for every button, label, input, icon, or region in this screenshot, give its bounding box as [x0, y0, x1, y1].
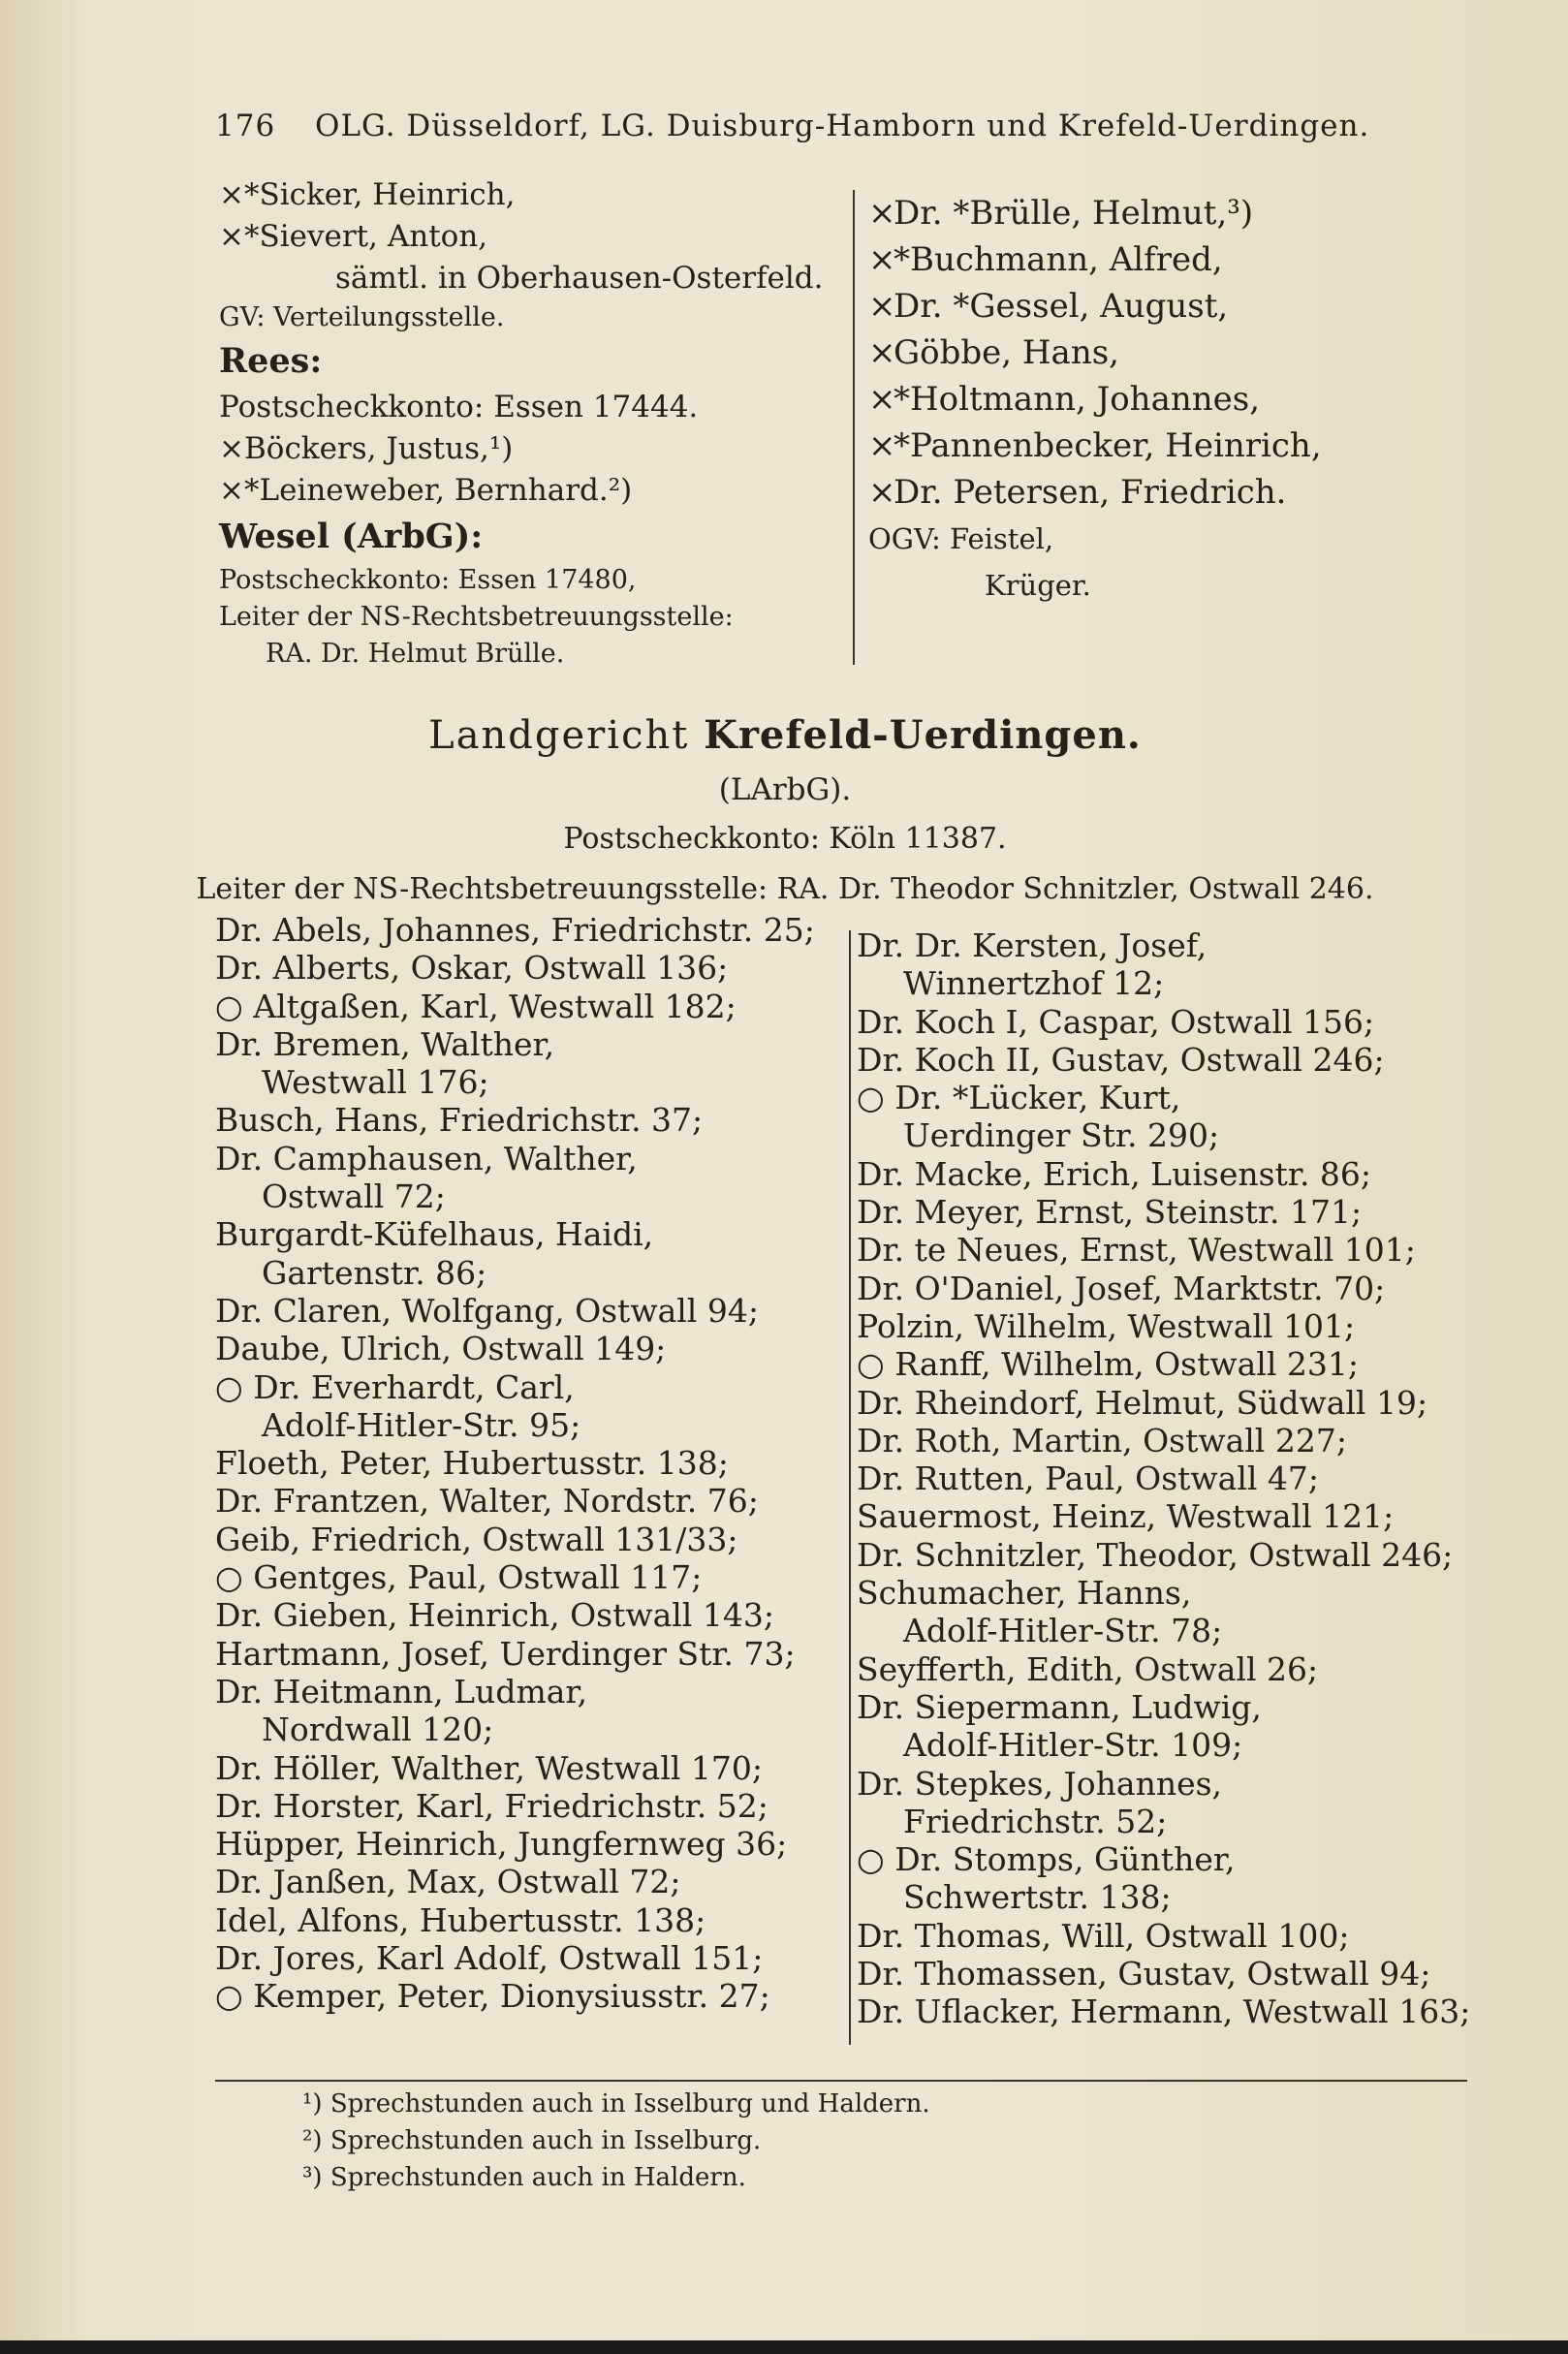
list-item: Dr. Camphausen, Walther,: [215, 1139, 638, 1177]
note-line: OGV: Feistel,: [868, 522, 1054, 555]
list-item: ○ Ranff, Wilhelm, Ostwall 231;: [857, 1345, 1359, 1384]
list-item: Adolf-Hitler-Str. 78;: [903, 1612, 1223, 1650]
account-line: Postscheckkonto: Essen 17480,: [219, 565, 637, 595]
list-item: Dr. Rutten, Paul, Ostwall 47;: [857, 1459, 1320, 1498]
list-item: Dr. Höller, Walther, Westwall 170;: [215, 1748, 764, 1787]
list-item: Dr. Horster, Karl, Friedrichstr. 52;: [215, 1786, 768, 1825]
section-heading-wesel: Wesel (ArbG):: [219, 517, 484, 556]
list-item: Dr. Gieben, Heinrich, Ostwall 143;: [215, 1596, 774, 1635]
list-item: ×*Buchmann, Alfred,: [868, 240, 1223, 279]
top-right-block: [868, 190, 1372, 609]
list-item: ×*Sicker, Heinrich,: [219, 177, 516, 212]
account-line: Postscheckkonto: Köln 11387.: [563, 822, 1007, 856]
list-item: Dr. Abels, Johannes, Friedrichstr. 25;: [215, 911, 815, 949]
page-number: 176: [215, 109, 276, 143]
list-item: Dr. Schnitzler, Theodor, Ostwall 246;: [857, 1535, 1454, 1574]
list-item: Polzin, Wilhelm, Westwall 101;: [857, 1306, 1356, 1345]
list-item: Geib, Friedrich, Ostwall 131/33;: [215, 1520, 738, 1558]
list-item: ×*Holtmann, Johannes,: [868, 380, 1261, 419]
list-item: Dr. Claren, Wolfgang, Ostwall 94;: [215, 1291, 759, 1330]
list-item: ○ Altgaßen, Karl, Westwall 182;: [215, 987, 737, 1025]
right-column-list: [857, 926, 1487, 2031]
list-item: ×*Pannenbecker, Heinrich,: [868, 426, 1322, 465]
list-item: Gartenstr. 86;: [262, 1253, 487, 1292]
list-item: Dr. Rheindorf, Helmut, Südwall 19;: [857, 1383, 1428, 1422]
scan-edge: [0, 2340, 1568, 2354]
list-item: Hüpper, Heinrich, Jungfernweg 36;: [215, 1825, 788, 1864]
section-heading-rees: Rees:: [219, 341, 323, 381]
list-item: Adolf-Hitler-Str. 95;: [262, 1405, 581, 1444]
list-item: ×Göbbe, Hans,: [868, 333, 1119, 372]
list-item: ×Dr. *Brülle, Helmut,³): [868, 194, 1254, 233]
list-item: Adolf-Hitler-Str. 109;: [903, 1726, 1243, 1765]
list-item: Dr. Koch II, Gustav, Ostwall 246;: [857, 1040, 1385, 1079]
list-item: Uerdinger Str. 290;: [903, 1116, 1220, 1155]
list-item: Sauermost, Heinz, Westwall 121;: [857, 1497, 1395, 1536]
list-item: ×Dr. Petersen, Friedrich.: [868, 473, 1287, 512]
note-line: Krüger.: [985, 569, 1091, 602]
footnote: ³) Sprechstunden auch in Haldern.: [302, 2163, 746, 2192]
list-item: ○ Dr. *Lücker, Kurt,: [857, 1079, 1181, 1117]
list-item: ○ Dr. Everhardt, Carl,: [215, 1367, 575, 1406]
list-item: Dr. Heitmann, Ludmar,: [215, 1672, 588, 1711]
list-item: Westwall 176;: [262, 1063, 489, 1102]
note-line: GV: Verteilungsstelle.: [219, 302, 505, 332]
left-column-list: [215, 911, 845, 2016]
list-item: Daube, Ulrich, Ostwall 149;: [215, 1330, 667, 1368]
list-item: Seyfferth, Edith, Ostwall 26;: [857, 1649, 1319, 1688]
list-item: Dr. Thomas, Will, Ostwall 100;: [857, 1916, 1350, 1955]
list-item: Busch, Hans, Friedrichstr. 37;: [215, 1101, 704, 1140]
list-item: Dr. O'Daniel, Josef, Marktstr. 70;: [857, 1269, 1386, 1307]
section-subtitle: (LArbG).: [718, 772, 852, 807]
list-item: Dr. Alberts, Oskar, Ostwall 136;: [215, 949, 729, 988]
list-item: Burgardt-Küfelhaus, Haidi,: [215, 1215, 654, 1254]
list-item: Schumacher, Hanns,: [857, 1574, 1192, 1613]
list-item: ×Dr. *Gessel, August,: [868, 287, 1229, 326]
list-item: Dr. Koch I, Caspar, Ostwall 156;: [857, 1002, 1375, 1041]
list-item: Dr. te Neues, Ernst, Westwall 101;: [857, 1231, 1416, 1270]
list-item: Dr. Uflacker, Hermann, Westwall 163;: [857, 1993, 1471, 2031]
page-header: [215, 109, 1378, 143]
list-item: ○ Dr. Stomps, Günther,: [857, 1840, 1236, 1879]
list-item: Hartmann, Josef, Uerdinger Str. 73;: [215, 1634, 796, 1673]
list-item: Dr. Stepkes, Johannes,: [857, 1764, 1223, 1803]
list-item: ○ Kemper, Peter, Dionysiusstr. 27;: [215, 1977, 770, 2016]
list-item: Ostwall 72;: [262, 1177, 446, 1216]
top-left-block: [219, 174, 839, 673]
list-item: Dr. Thomassen, Gustav, Ostwall 94;: [857, 1955, 1431, 1993]
list-item: Dr. Janßen, Max, Ostwall 72;: [215, 1863, 681, 1901]
list-item: Dr. Jores, Karl Adolf, Ostwall 151;: [215, 1939, 764, 1978]
account-line: Postscheckkonto: Essen 17444.: [219, 390, 699, 424]
list-item: ×*Leineweber, Bernhard.²): [219, 473, 633, 508]
list-item: ×*Sievert, Anton,: [219, 219, 488, 254]
column-divider: [853, 190, 855, 665]
list-item: Schwertstr. 138;: [903, 1878, 1172, 1917]
list-item: Dr. Frantzen, Walter, Nordstr. 76;: [215, 1482, 759, 1521]
list-item: Winnertzhof 12;: [903, 964, 1165, 1003]
list-item: ○ Gentges, Paul, Ostwall 117;: [215, 1558, 703, 1597]
list-item: Dr. Meyer, Ernst, Steinstr. 171;: [857, 1193, 1363, 1232]
list-item: Dr. Macke, Erich, Luisenstr. 86;: [857, 1154, 1372, 1193]
list-item: Dr. Dr. Kersten, Josef,: [857, 926, 1207, 964]
footnote: ¹) Sprechstunden auch in Isselburg und Haldern.: [302, 2089, 930, 2119]
leiter-line: Leiter der NS-Rechtsbetreuungsstelle: RA. Dr. Theodor Schnitzler, Ostwall 246.: [196, 872, 1374, 906]
column-divider: [849, 930, 851, 2045]
landgericht-heading: [174, 706, 1396, 915]
running-title: OLG. Düsseldorf, LG. Duisburg-Hamborn und Krefeld-Uerdingen.: [315, 109, 1370, 143]
note-line: RA. Dr. Helmut Brülle.: [266, 639, 565, 669]
footnote: ²) Sprechstunden auch in Isselburg.: [302, 2126, 762, 2155]
list-item: Nordwall 120;: [262, 1711, 494, 1749]
list-item: sämtl. in Oberhausen-Osterfeld.: [335, 261, 824, 296]
list-item: Dr. Roth, Martin, Ostwall 227;: [857, 1421, 1347, 1459]
list-item: Idel, Alfons, Hubertusstr. 138;: [215, 1900, 706, 1939]
list-item: Friedrichstr. 52;: [903, 1802, 1168, 1840]
footnotes: [302, 2086, 1175, 2196]
section-title: Landgericht Krefeld-Uerdingen.: [428, 712, 1142, 758]
list-item: ×Böckers, Justus,¹): [219, 431, 514, 466]
note-line: Leiter der NS-Rechtsbetreuungsstelle:: [219, 602, 734, 632]
list-item: Dr. Siepermann, Ludwig,: [857, 1687, 1262, 1726]
list-item: Floeth, Peter, Hubertusstr. 138;: [215, 1444, 729, 1483]
list-item: Dr. Bremen, Walther,: [215, 1024, 555, 1063]
footnote-rule: [215, 2080, 1467, 2082]
